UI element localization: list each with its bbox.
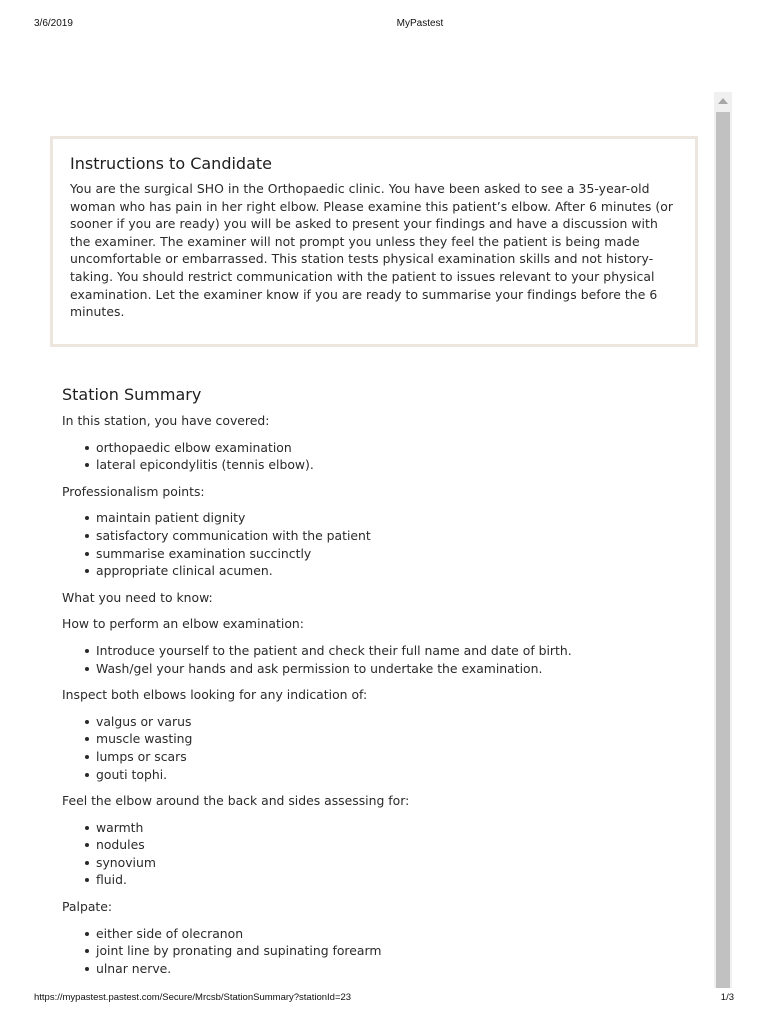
list-item: summarise examination succinctly [96, 545, 702, 563]
list-item: synovium [96, 854, 702, 872]
instructions-panel [50, 136, 698, 347]
station-summary [62, 384, 702, 986]
palpate-intro: Palpate: [62, 899, 113, 915]
how-to-intro: How to perform an elbow examination: [62, 616, 304, 632]
list-item: warmth [96, 819, 702, 837]
list-item: orthopaedic elbow examination [96, 439, 702, 457]
how-to-list [62, 642, 702, 677]
covered-intro: In this station, you have covered: [62, 413, 270, 428]
scroll-up-arrow-icon[interactable] [718, 98, 728, 104]
instructions-text: You are the surgical SHO in the Orthopaedic clinic. You have been asked to see a 35-year-old woman who has pain in her right elbow. Please examine this patient’s elbow. After 6 minutes (or sooner if you are ready) you will be asked to present your findings and have a discussion with the examiner. The examiner will not prompt you unless they feel the patient is being made uncomfortable or embarrassed. This station tests physical examination skills and not history-taking. You should restrict communication with the patient to issues relevant to your physical examination. Let the examiner know if you are ready to summarise your findings before the 6 minutes. [70, 181, 674, 320]
list-item: appropriate clinical acumen. [96, 562, 702, 580]
station-summary-title: Station Summary [62, 385, 202, 404]
covered-list [62, 439, 702, 474]
vertical-scrollbar[interactable] [714, 92, 732, 988]
list-item: gouti tophi. [96, 766, 702, 784]
professionalism-intro: Professionalism points: [62, 483, 205, 499]
list-item: ulnar nerve. [96, 960, 702, 978]
list-item: Introduce yourself to the patient and check their full name and date of birth. [96, 642, 702, 660]
print-date: 3/6/2019 [34, 18, 73, 29]
inspect-list [62, 713, 702, 783]
print-title: MyPastest [396, 18, 444, 29]
need-to-know: What you need to know: [62, 589, 213, 605]
instructions-title: Instructions to Candidate [70, 154, 272, 173]
page-number: 1/3 [720, 992, 734, 1003]
list-item: satisfactory communication with the patient [96, 527, 702, 545]
list-item: maintain patient dignity [96, 509, 702, 527]
list-item: lateral epicondylitis (tennis elbow). [96, 456, 702, 474]
list-item: muscle wasting [96, 730, 702, 748]
list-item: either side of olecranon [96, 925, 702, 943]
list-item: fluid. [96, 871, 702, 889]
list-item: lumps or scars [96, 748, 702, 766]
print-header [0, 18, 768, 32]
feel-intro: Feel the elbow around the back and sides assessing for: [62, 793, 410, 809]
list-item: nodules [96, 836, 702, 854]
list-item: valgus or varus [96, 713, 702, 731]
inspect-intro: Inspect both elbows looking for any indication of: [62, 687, 368, 703]
scroll-thumb[interactable] [716, 112, 730, 988]
list-item: joint line by pronating and supinating forearm [96, 942, 702, 960]
list-item: Wash/gel your hands and ask permission to undertake the examination. [96, 660, 702, 678]
professionalism-list [62, 509, 702, 579]
print-url: https://mypastest.pastest.com/Secure/Mrcsb/StationSummary?stationId=23 [34, 992, 352, 1003]
palpate-list [62, 925, 702, 978]
feel-list [62, 819, 702, 889]
